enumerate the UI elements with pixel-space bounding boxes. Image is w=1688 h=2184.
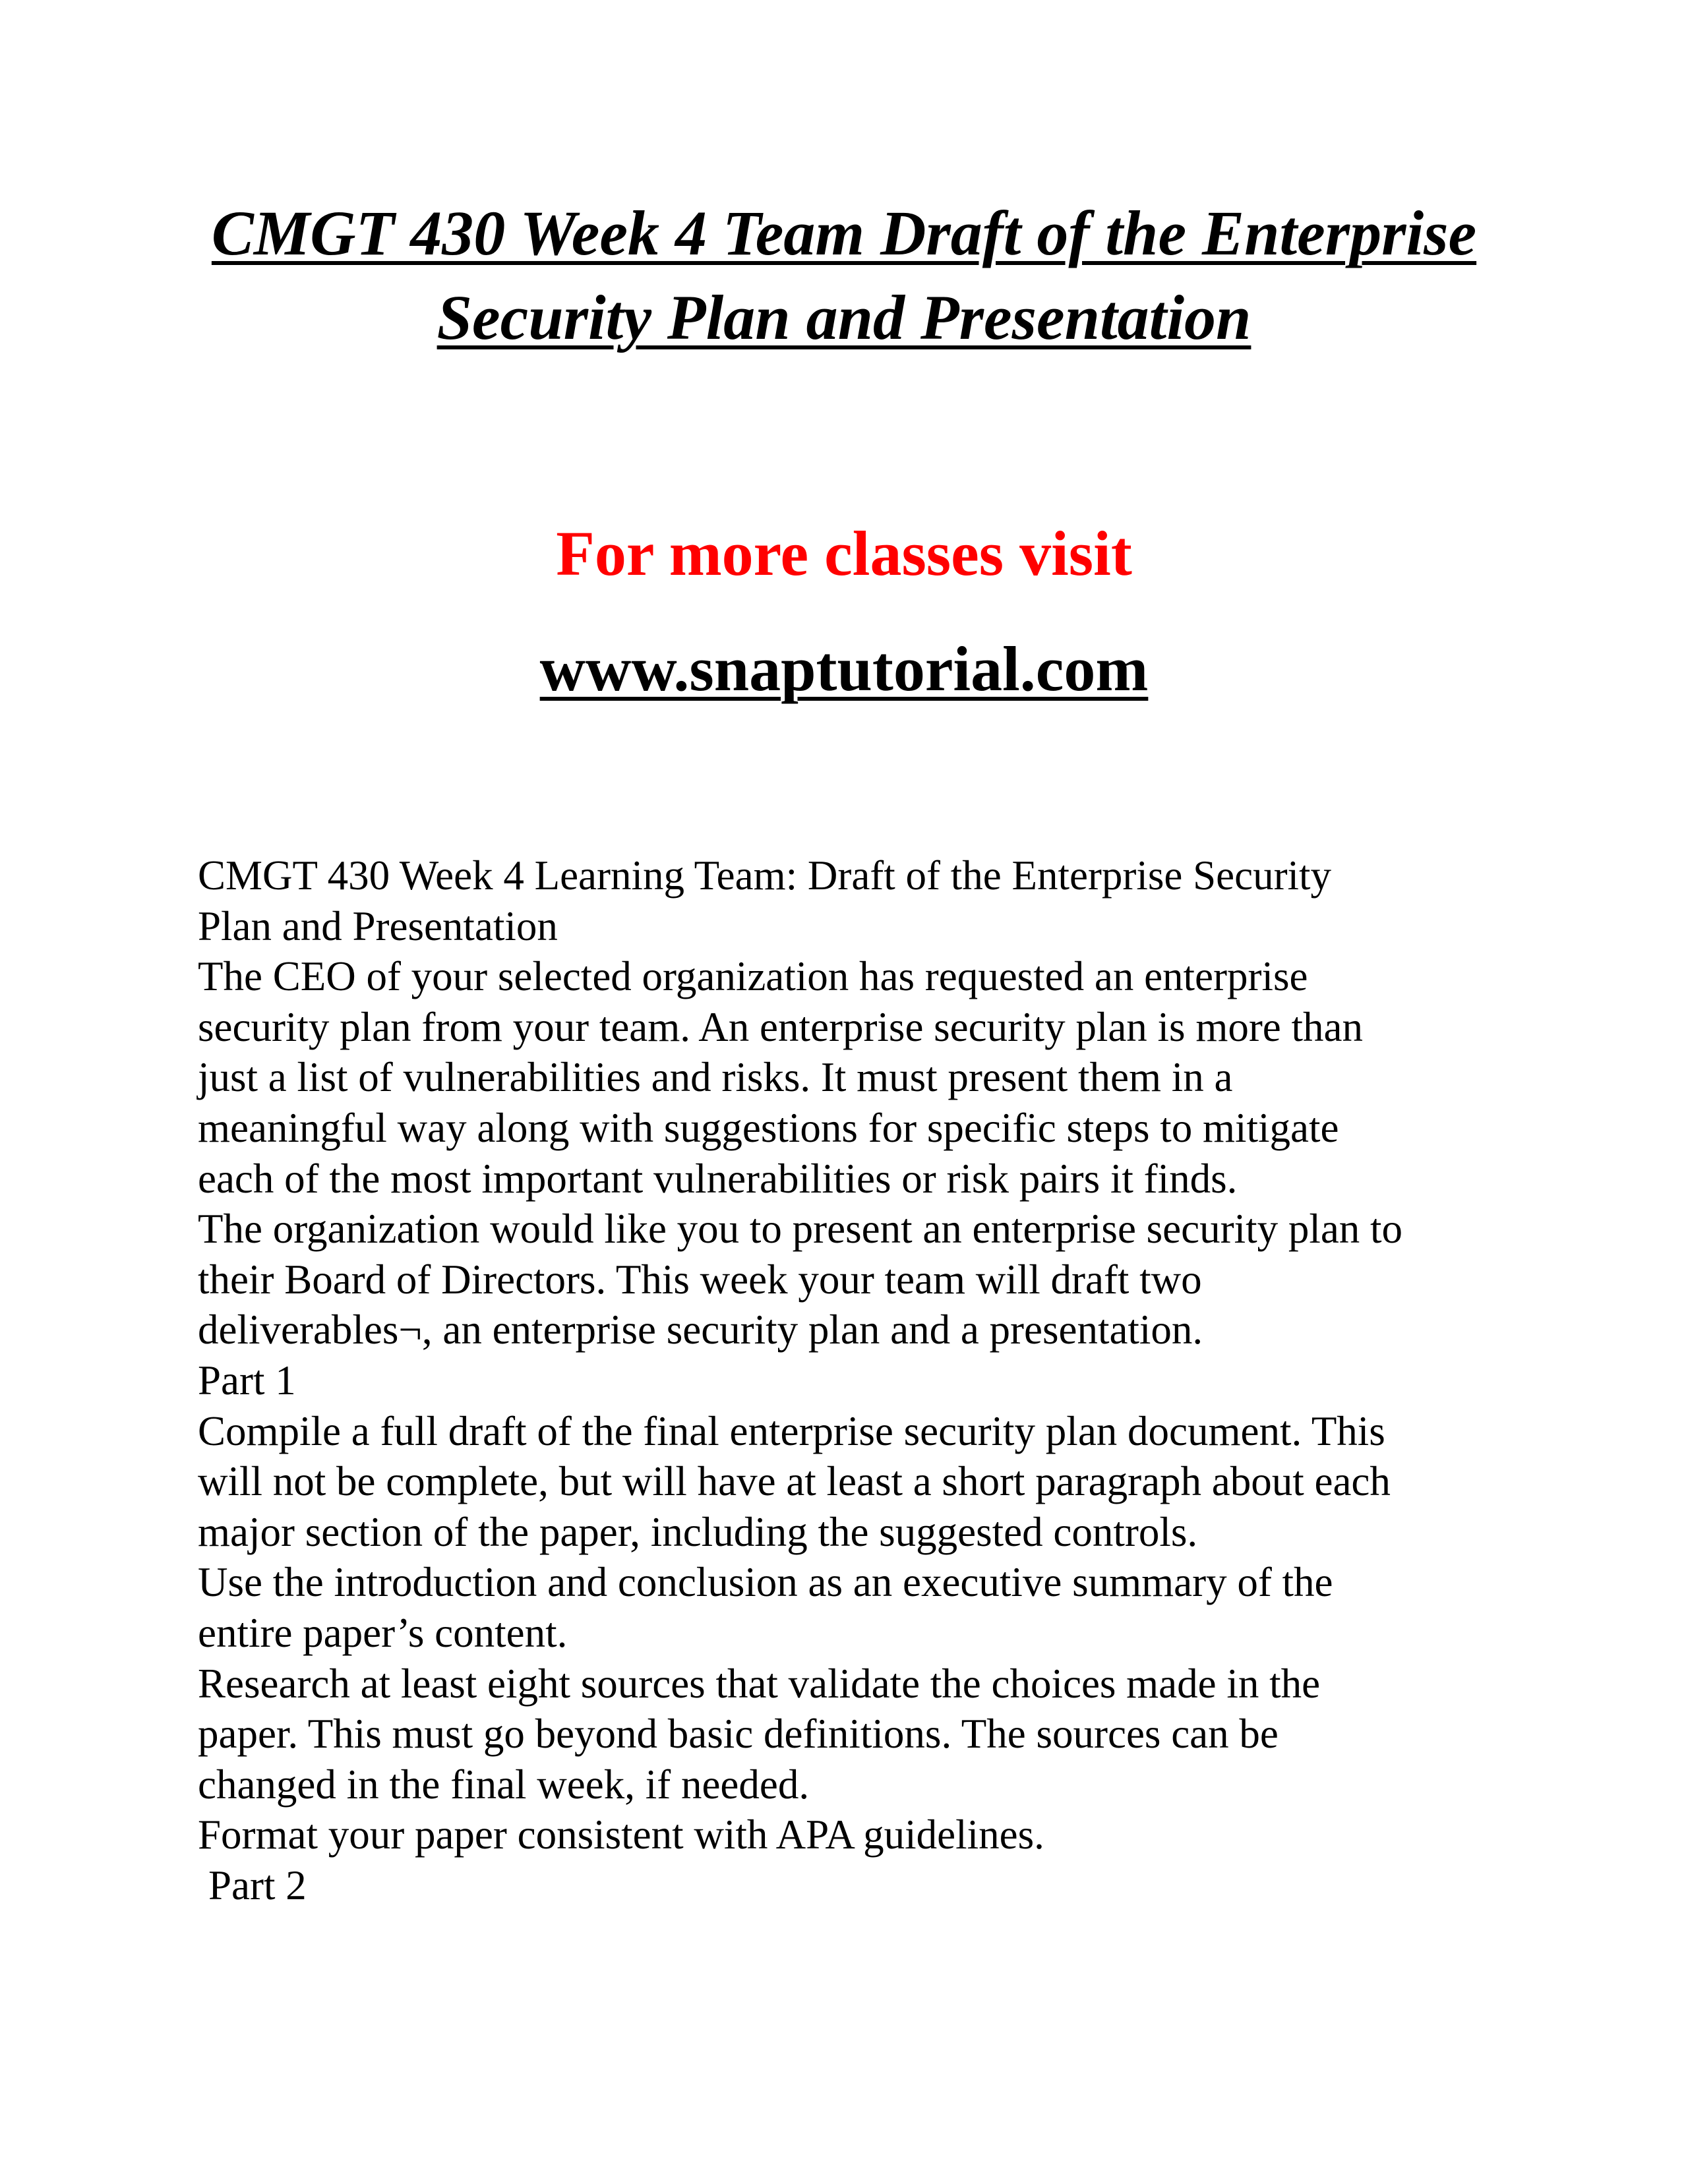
promo-text: For more classes visit — [556, 518, 1132, 589]
body-line: Research at least eight sources that validate the choices made in the — [198, 1660, 1321, 1707]
body-line: Compile a full draft of the final enterprise security plan document. This — [198, 1407, 1385, 1454]
body-line: The organization would like you to present an enterprise security plan to — [198, 1206, 1403, 1253]
body-line: Format your paper consistent with APA guidelines. — [198, 1812, 1044, 1858]
document-title-line-1: CMGT 430 Week 4 Team Draft of the Enterprise — [211, 198, 1477, 268]
body-line: each of the most important vulnerabilities or risk pairs it finds. — [198, 1155, 1238, 1202]
body-text — [198, 850, 1490, 1910]
body-line: major section of the paper, including the suggested controls. — [198, 1508, 1198, 1555]
body-line: their Board of Directors. This week your team will draft two — [198, 1256, 1202, 1303]
body-line: will not be complete, but will have at least a short paragraph about each — [198, 1458, 1391, 1505]
site-link-container — [185, 630, 1503, 709]
body-line: CMGT 430 Week 4 Learning Team: Draft of the Enterprise Security — [198, 852, 1332, 899]
body-line: deliverables¬, an enterprise security plan and a presentation. — [198, 1307, 1203, 1353]
body-line: changed in the final week, if needed. — [198, 1761, 810, 1808]
document-title-line-2: Security Plan and Presentation — [437, 282, 1251, 353]
body-line: Use the introduction and conclusion as an executive summary of the — [198, 1559, 1333, 1606]
body-line: The CEO of your selected organization has requested an enterprise — [198, 953, 1308, 1000]
body-line: meaningful way along with suggestions for specific steps to mitigate — [198, 1104, 1339, 1151]
body-line: entire paper’s content. — [198, 1609, 568, 1656]
body-line: Plan and Presentation — [198, 902, 558, 949]
site-link[interactable]: www.snaptutorial.com — [539, 634, 1149, 704]
body-line: security plan from your team. An enterprise security plan is more than — [198, 1003, 1363, 1050]
body-line: just a list of vulnerabilities and risks. It must present them in a — [198, 1054, 1233, 1101]
document-title — [185, 191, 1503, 360]
section-heading-part-1: Part 1 — [198, 1357, 296, 1403]
body-line: paper. This must go beyond basic definitions. The sources can be — [198, 1711, 1279, 1757]
section-heading-part-2: Part 2 — [208, 1862, 307, 1908]
